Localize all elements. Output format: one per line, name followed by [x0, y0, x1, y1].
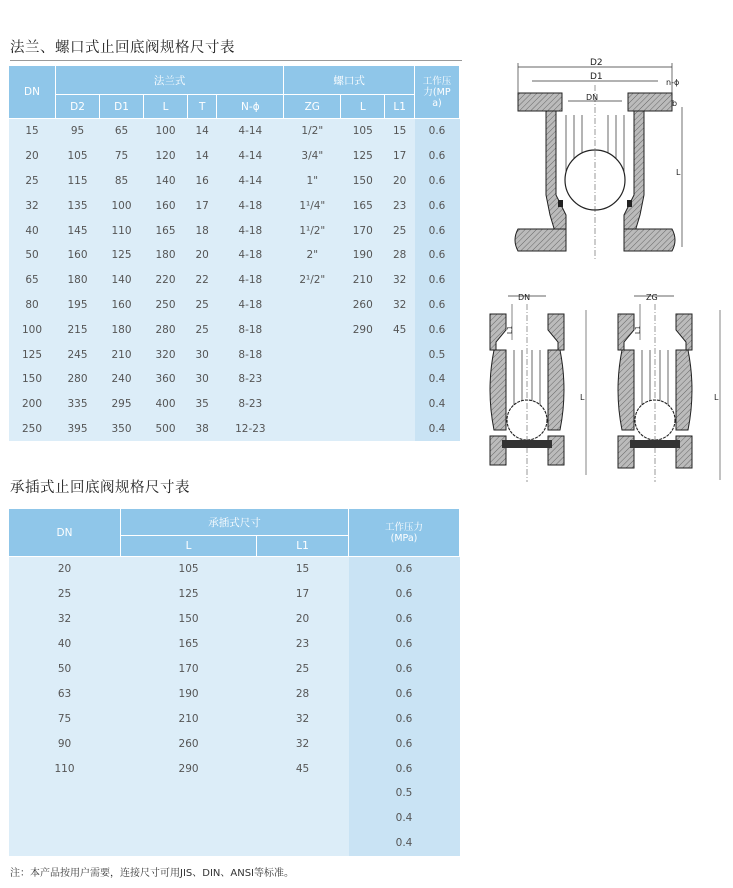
table-cell: 0.6 [349, 706, 460, 731]
table-cell: 280 [144, 317, 188, 342]
table-row [9, 681, 460, 706]
t1-subcol: N-ϕ [217, 95, 284, 119]
table-cell [385, 367, 415, 392]
table1-subheader-row [9, 95, 460, 119]
group-flange: 法兰式 [56, 66, 284, 95]
table-row [9, 268, 460, 293]
table-cell: 125 [9, 342, 56, 367]
table-cell: 30 [188, 367, 217, 392]
table-cell: 50 [9, 657, 121, 682]
table-cell: 210 [341, 268, 385, 293]
col-pressure-text: 工作压力(MPa) [422, 75, 452, 109]
table-cell: 18 [188, 218, 217, 243]
table-row [9, 632, 460, 657]
table-cell: 105 [121, 557, 257, 582]
table-cell: 75 [9, 706, 121, 731]
table-cell: 90 [9, 731, 121, 756]
flange-thread-spec-table [8, 65, 460, 441]
group-thread: 螺口式 [284, 66, 415, 95]
table-cell: 8-18 [217, 342, 284, 367]
table-cell [385, 392, 415, 417]
table-cell: 8-18 [217, 317, 284, 342]
table-cell: 20 [385, 169, 415, 194]
table-cell: 14 [188, 119, 217, 144]
table-cell: 0.6 [415, 317, 460, 342]
table-cell: 160 [144, 193, 188, 218]
table-cell: 16 [188, 169, 217, 194]
table-cell: 25 [188, 293, 217, 318]
table-cell: 150 [9, 367, 56, 392]
table-cell: 140 [100, 268, 144, 293]
t2-group-socket: 承插式尺寸 [121, 509, 349, 536]
table-cell: 40 [9, 218, 56, 243]
table-cell: 180 [100, 317, 144, 342]
table2-body [9, 557, 460, 856]
table-cell: 25 [188, 317, 217, 342]
col-dn: DN [9, 66, 56, 119]
table-cell: 17 [257, 582, 349, 607]
table-cell: 335 [56, 392, 100, 417]
table-row [9, 293, 460, 318]
table-cell: 1¹/2" [284, 218, 341, 243]
table-cell [121, 831, 257, 856]
table-cell: 75 [100, 144, 144, 169]
table-cell: 100 [9, 317, 56, 342]
table-cell: 210 [121, 706, 257, 731]
socket-dn-label: DN [518, 293, 531, 302]
table-cell: 0.4 [349, 831, 460, 856]
t1-subcol: L [341, 95, 385, 119]
table-row [9, 342, 460, 367]
table-cell [341, 367, 385, 392]
table-row [9, 367, 460, 392]
table-cell: 0.6 [349, 632, 460, 657]
table-cell [284, 317, 341, 342]
table-cell: 32 [9, 193, 56, 218]
table-cell: 260 [121, 731, 257, 756]
table-cell: 32 [257, 706, 349, 731]
table-cell: 100 [144, 119, 188, 144]
table-row [9, 218, 460, 243]
table-cell: 110 [9, 756, 121, 781]
flange-l-label: L [676, 168, 681, 177]
table-cell: 0.6 [349, 657, 460, 682]
flange-d2-label: D2 [590, 58, 603, 68]
t2-col-dn: DN [9, 509, 121, 557]
table-cell: 23 [385, 193, 415, 218]
table-row [9, 557, 460, 582]
table-cell: 30 [188, 342, 217, 367]
table-cell: 15 [257, 557, 349, 582]
thread-zg-label: ZG [646, 293, 658, 302]
table-cell [121, 781, 257, 806]
footnote: 注：本产品按用户需要，连接尺寸可用JIS、DIN、ANSI等标准。 [10, 868, 294, 879]
table-cell: 0.6 [349, 607, 460, 632]
table-row [9, 831, 460, 856]
table-cell: 32 [385, 268, 415, 293]
table-cell: 250 [9, 417, 56, 442]
table-cell: 28 [385, 243, 415, 268]
table-cell: 125 [341, 144, 385, 169]
col-pressure [415, 66, 460, 119]
table-cell: 50 [9, 243, 56, 268]
table-cell: 0.6 [415, 169, 460, 194]
table-cell: 35 [188, 392, 217, 417]
table-cell: 45 [385, 317, 415, 342]
table-cell: 0.4 [415, 417, 460, 442]
table-cell: 0.6 [415, 293, 460, 318]
table-row [9, 706, 460, 731]
table-row [9, 417, 460, 442]
table-cell [284, 367, 341, 392]
table-cell: 105 [56, 144, 100, 169]
table-cell [9, 806, 121, 831]
table-cell [257, 781, 349, 806]
t2-col-pressure [349, 509, 460, 557]
table-cell: 125 [121, 582, 257, 607]
table-cell: 15 [385, 119, 415, 144]
table-cell: 80 [9, 293, 56, 318]
t2-subcol: L [121, 536, 257, 557]
flange-dn-label: DN [586, 93, 599, 102]
t2-col-pressure-text: 工作压力(MPa) [384, 521, 423, 544]
thread-valve-drawing [600, 290, 730, 490]
table-cell [341, 417, 385, 442]
table-cell: 160 [100, 293, 144, 318]
table-cell: 20 [9, 557, 121, 582]
table-cell: 0.6 [349, 756, 460, 781]
t1-subcol: L1 [385, 95, 415, 119]
socket-l1-label: L1 [506, 325, 514, 334]
table-cell: 32 [257, 731, 349, 756]
table-cell: 1" [284, 169, 341, 194]
table-cell: 135 [56, 193, 100, 218]
table-cell: 15 [9, 119, 56, 144]
thread-l-label: L [714, 393, 719, 402]
table-cell: 63 [9, 681, 121, 706]
table-cell: 8-23 [217, 367, 284, 392]
table-cell: 0.6 [415, 218, 460, 243]
table-cell [257, 831, 349, 856]
table-cell: 85 [100, 169, 144, 194]
table-cell: 4-14 [217, 169, 284, 194]
table-cell: 4-14 [217, 144, 284, 169]
table-cell [284, 342, 341, 367]
table-cell: 0.6 [415, 144, 460, 169]
socket-l-label: L [580, 393, 585, 402]
table-row [9, 582, 460, 607]
table-cell [341, 392, 385, 417]
table-cell: 190 [341, 243, 385, 268]
table-cell: 45 [257, 756, 349, 781]
table-row [9, 243, 460, 268]
table-cell: 120 [144, 144, 188, 169]
table-row [9, 144, 460, 169]
table-cell: 22 [188, 268, 217, 293]
table-cell: 0.4 [415, 392, 460, 417]
table-row [9, 169, 460, 194]
table-cell: 170 [341, 218, 385, 243]
socket-spec-table [8, 508, 460, 856]
table1-body [9, 119, 460, 442]
t2-subcol: L1 [257, 536, 349, 557]
table-cell: 280 [56, 367, 100, 392]
table-cell: 4-18 [217, 243, 284, 268]
table-cell: 350 [100, 417, 144, 442]
table-cell: 1/2" [284, 119, 341, 144]
table-cell: 115 [56, 169, 100, 194]
table-cell: 245 [56, 342, 100, 367]
table-cell: 240 [100, 367, 144, 392]
table-cell: 25 [257, 657, 349, 682]
section2-title [10, 476, 462, 497]
socket-valve-drawing [470, 290, 600, 490]
table-row [9, 657, 460, 682]
table-row [9, 806, 460, 831]
table-cell [385, 417, 415, 442]
table-cell: 105 [341, 119, 385, 144]
table-cell: 40 [9, 632, 121, 657]
table-cell: 0.6 [415, 193, 460, 218]
table-cell [284, 417, 341, 442]
table-cell: 25 [9, 169, 56, 194]
table-cell: 150 [341, 169, 385, 194]
table-row [9, 781, 460, 806]
table-cell: 32 [9, 607, 121, 632]
table-cell: 0.5 [415, 342, 460, 367]
table-cell: 65 [9, 268, 56, 293]
table-cell [257, 806, 349, 831]
table-cell: 0.4 [349, 806, 460, 831]
table-cell: 0.6 [349, 681, 460, 706]
table-cell: 65 [100, 119, 144, 144]
table-cell: 165 [121, 632, 257, 657]
table-cell: 0.6 [415, 243, 460, 268]
table-cell: 3/4" [284, 144, 341, 169]
table-cell: 180 [56, 268, 100, 293]
table-cell: 12-23 [217, 417, 284, 442]
table-cell: 250 [144, 293, 188, 318]
table-cell: 145 [56, 218, 100, 243]
table-cell: 200 [9, 392, 56, 417]
table-cell: 290 [341, 317, 385, 342]
flange-nphi-label: n-ϕ [666, 78, 680, 87]
table-cell: 215 [56, 317, 100, 342]
table-cell: 20 [257, 607, 349, 632]
flange-d1-label: D1 [590, 72, 603, 82]
table-cell: 0.5 [349, 781, 460, 806]
table-row [9, 119, 460, 144]
table-cell: 160 [56, 243, 100, 268]
table-cell: 0.6 [349, 582, 460, 607]
t1-subcol: D2 [56, 95, 100, 119]
table-cell: 395 [56, 417, 100, 442]
table-cell [385, 342, 415, 367]
table-cell: 195 [56, 293, 100, 318]
t1-subcol: D1 [100, 95, 144, 119]
table-cell: 4-14 [217, 119, 284, 144]
section1-title-text: 法兰、螺口式止回底阀规格尺寸表 [10, 40, 235, 56]
table-cell: 32 [385, 293, 415, 318]
table-cell: 500 [144, 417, 188, 442]
table-row [9, 193, 460, 218]
table-cell: 23 [257, 632, 349, 657]
table-cell: 25 [9, 582, 121, 607]
table-cell: 0.6 [415, 268, 460, 293]
table-cell: 14 [188, 144, 217, 169]
table-cell: 170 [121, 657, 257, 682]
table-cell: 210 [100, 342, 144, 367]
table-cell: 0.4 [415, 367, 460, 392]
table-cell: 360 [144, 367, 188, 392]
table-cell [121, 806, 257, 831]
table-cell: 2¹/2" [284, 268, 341, 293]
table-cell: 165 [144, 218, 188, 243]
t1-subcol: T [188, 95, 217, 119]
table-row [9, 607, 460, 632]
table-cell: 220 [144, 268, 188, 293]
table-cell: 290 [121, 756, 257, 781]
table-cell: 190 [121, 681, 257, 706]
table-cell: 4-18 [217, 193, 284, 218]
table-cell: 400 [144, 392, 188, 417]
table-cell: 125 [100, 243, 144, 268]
table-cell: 17 [188, 193, 217, 218]
thread-l1-label: L1 [634, 325, 642, 334]
flange-valve-drawing [490, 55, 725, 270]
table-cell [284, 293, 341, 318]
table-row [9, 392, 460, 417]
table-cell: 4-18 [217, 218, 284, 243]
table-cell: 28 [257, 681, 349, 706]
table-cell [9, 781, 121, 806]
table-cell [341, 342, 385, 367]
table-cell: 0.6 [349, 731, 460, 756]
table-cell: 25 [385, 218, 415, 243]
table-cell: 17 [385, 144, 415, 169]
table-cell: 95 [56, 119, 100, 144]
table-cell: 140 [144, 169, 188, 194]
table-cell: 2" [284, 243, 341, 268]
table-cell: 20 [188, 243, 217, 268]
table-cell: 260 [341, 293, 385, 318]
table-cell: 0.6 [349, 557, 460, 582]
table-cell [284, 392, 341, 417]
t1-subcol: L [144, 95, 188, 119]
table-cell: 110 [100, 218, 144, 243]
table-cell: 180 [144, 243, 188, 268]
t1-subcol: ZG [284, 95, 341, 119]
table-cell [9, 831, 121, 856]
table-cell: 38 [188, 417, 217, 442]
table-cell: 320 [144, 342, 188, 367]
section1-title [10, 36, 462, 57]
flange-b-label: b [672, 99, 678, 108]
table-row [9, 317, 460, 342]
table-cell: 1¹/4" [284, 193, 341, 218]
table-row [9, 731, 460, 756]
table-cell: 150 [121, 607, 257, 632]
table-cell: 100 [100, 193, 144, 218]
table-row [9, 756, 460, 781]
table-cell: 20 [9, 144, 56, 169]
table-cell: 4-18 [217, 293, 284, 318]
table-cell: 8-23 [217, 392, 284, 417]
table-cell: 0.6 [415, 119, 460, 144]
table-cell: 295 [100, 392, 144, 417]
section2-title-text: 承插式止回底阀规格尺寸表 [10, 480, 190, 496]
table-cell: 4-18 [217, 268, 284, 293]
table-cell: 165 [341, 193, 385, 218]
